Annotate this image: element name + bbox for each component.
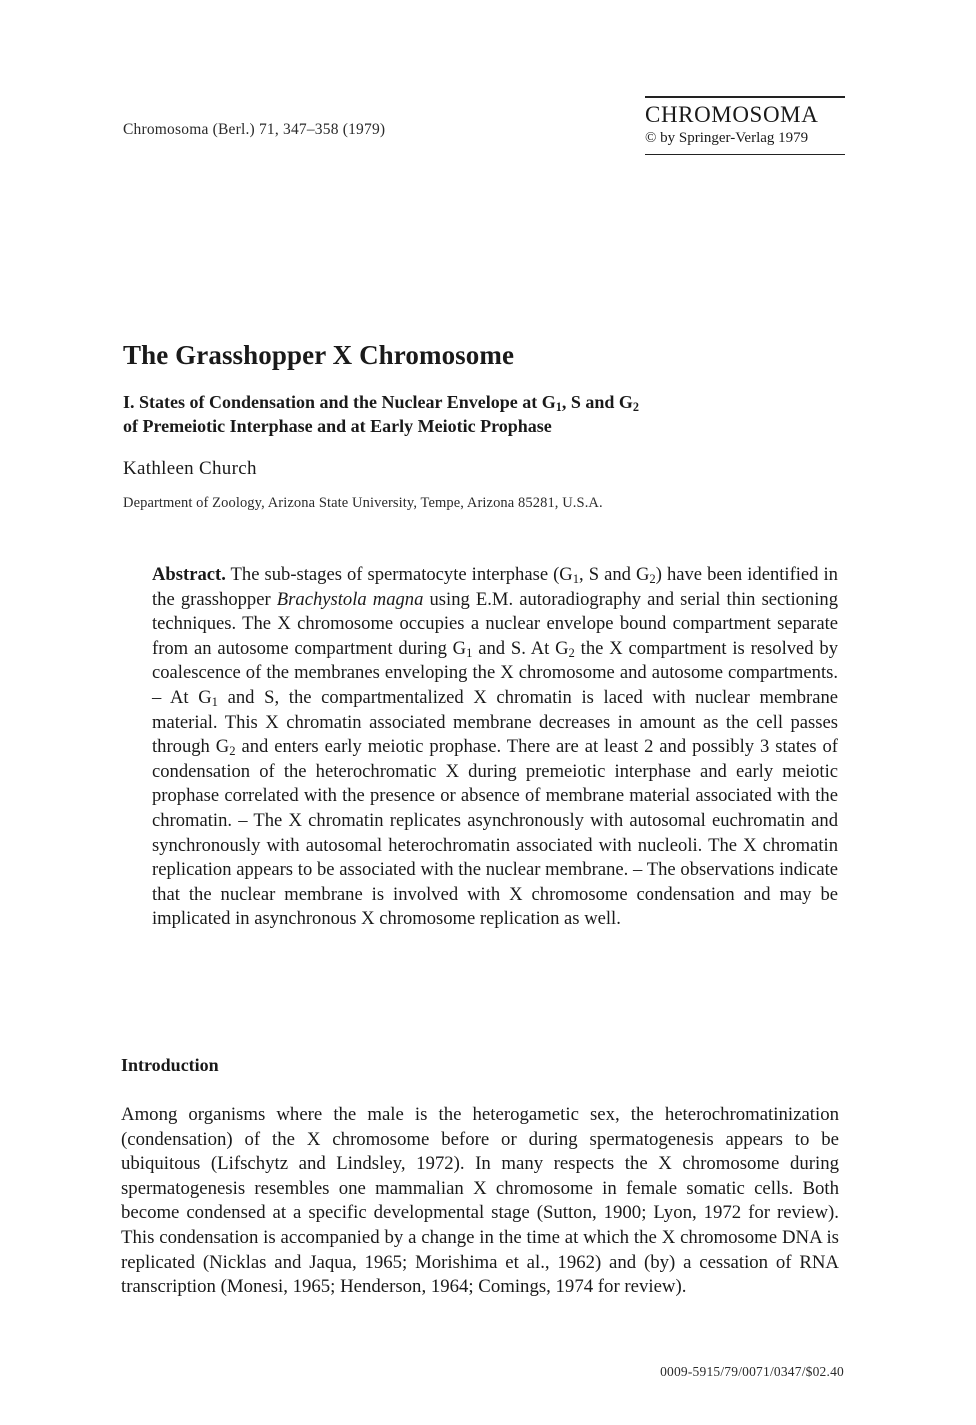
article-code: 0009-5915/79/0071/0347/$02.40 <box>660 1364 844 1379</box>
abstract-label: Abstract. <box>152 564 226 585</box>
masthead-bottom-rule <box>645 154 845 156</box>
journal-citation: Chromosoma (Berl.) 71, 347–358 (1979) <box>123 121 386 138</box>
author-affiliation: Department of Zoology, Arizona State University, Tempe, Arizona 85281, U.S.A. <box>123 495 603 511</box>
journal-copyright: © by Springer-Verlag 1979 <box>645 129 809 146</box>
journal-masthead <box>645 96 845 155</box>
masthead-top-rule <box>645 96 845 98</box>
abstract: Abstract. The sub-stages of spermatocyte interphase ($G_1$, S and $G_2$) have been identified in the grasshopper Brachystola magna using E.M. autoradiography and serial thin sectioning techniques. The X chromosome occupies a nuclear envelope bound compartment separate from an autosome compartment during $G_1$ and S. At $G_2$ the X compartment is resolved by coalescence of the membranes enveloping the X chromosome and autosome compartments. – At $G_1$ and S, the compartmentalized X chromatin is laced with nuclear membrane material. This X chromatin associated membrane decreases in amount as the cell passes through $G_2$ and enters early meiotic prophase. There are at least 2 and possibly 3 states of condensation of the heterochromatic X during premeiotic interphase and early meiotic prophase correlated with the presence or absence of membrane material associated with the chromatin. – The X chromatin replicates asynchronously with autosomal euchromatin and synchronously with autosomal heterochromatin associated with nucleoli. The X chromatin replication appears to be associated with the nuclear membrane. – The observations indicate that the nuclear membrane is involved with X chromosome condensation and may be implicated in asynchronous X chromosome replication as well. <box>152 564 839 930</box>
species-name: Brachystola magna <box>276 588 424 610</box>
introduction-paragraph: Among organisms where the male is the heterogametic sex, the heterochromatinization (condensation) of the X chromosome before or during spermatogenesis appears to be ubiquitous (Lifschytz and Lindsley, 1972). In many respects the X chromosome during spermatogenesis resembles one mammalian X chromosome in female somatic cells. Both become condensed at a specific developmental stage (Sutton, 1900; Lyon, 1972 for review). This condensation is accompanied by a change in the time at which the X chromosome DNA is replicated (Nicklas and Jaqua, 1965; Morishima et al., 1962) and (by) a cessation of RNA transcription (Monesi, 1965; Henderson, 1964; Comings, 1974 for review). <box>121 1104 839 1298</box>
journal-name: CHROMOSOMA <box>645 101 819 127</box>
introduction-heading: Introduction <box>121 1055 219 1075</box>
author-name: Kathleen Church <box>123 458 257 479</box>
article-title: The Grasshopper X Chromosome <box>123 340 515 370</box>
article-subtitle: I. States of Condensation and the Nuclear Envelope at $G_1$, S and $G_2$ of Premeiotic Interphase and at Early Meiotic Prophase <box>123 392 639 436</box>
